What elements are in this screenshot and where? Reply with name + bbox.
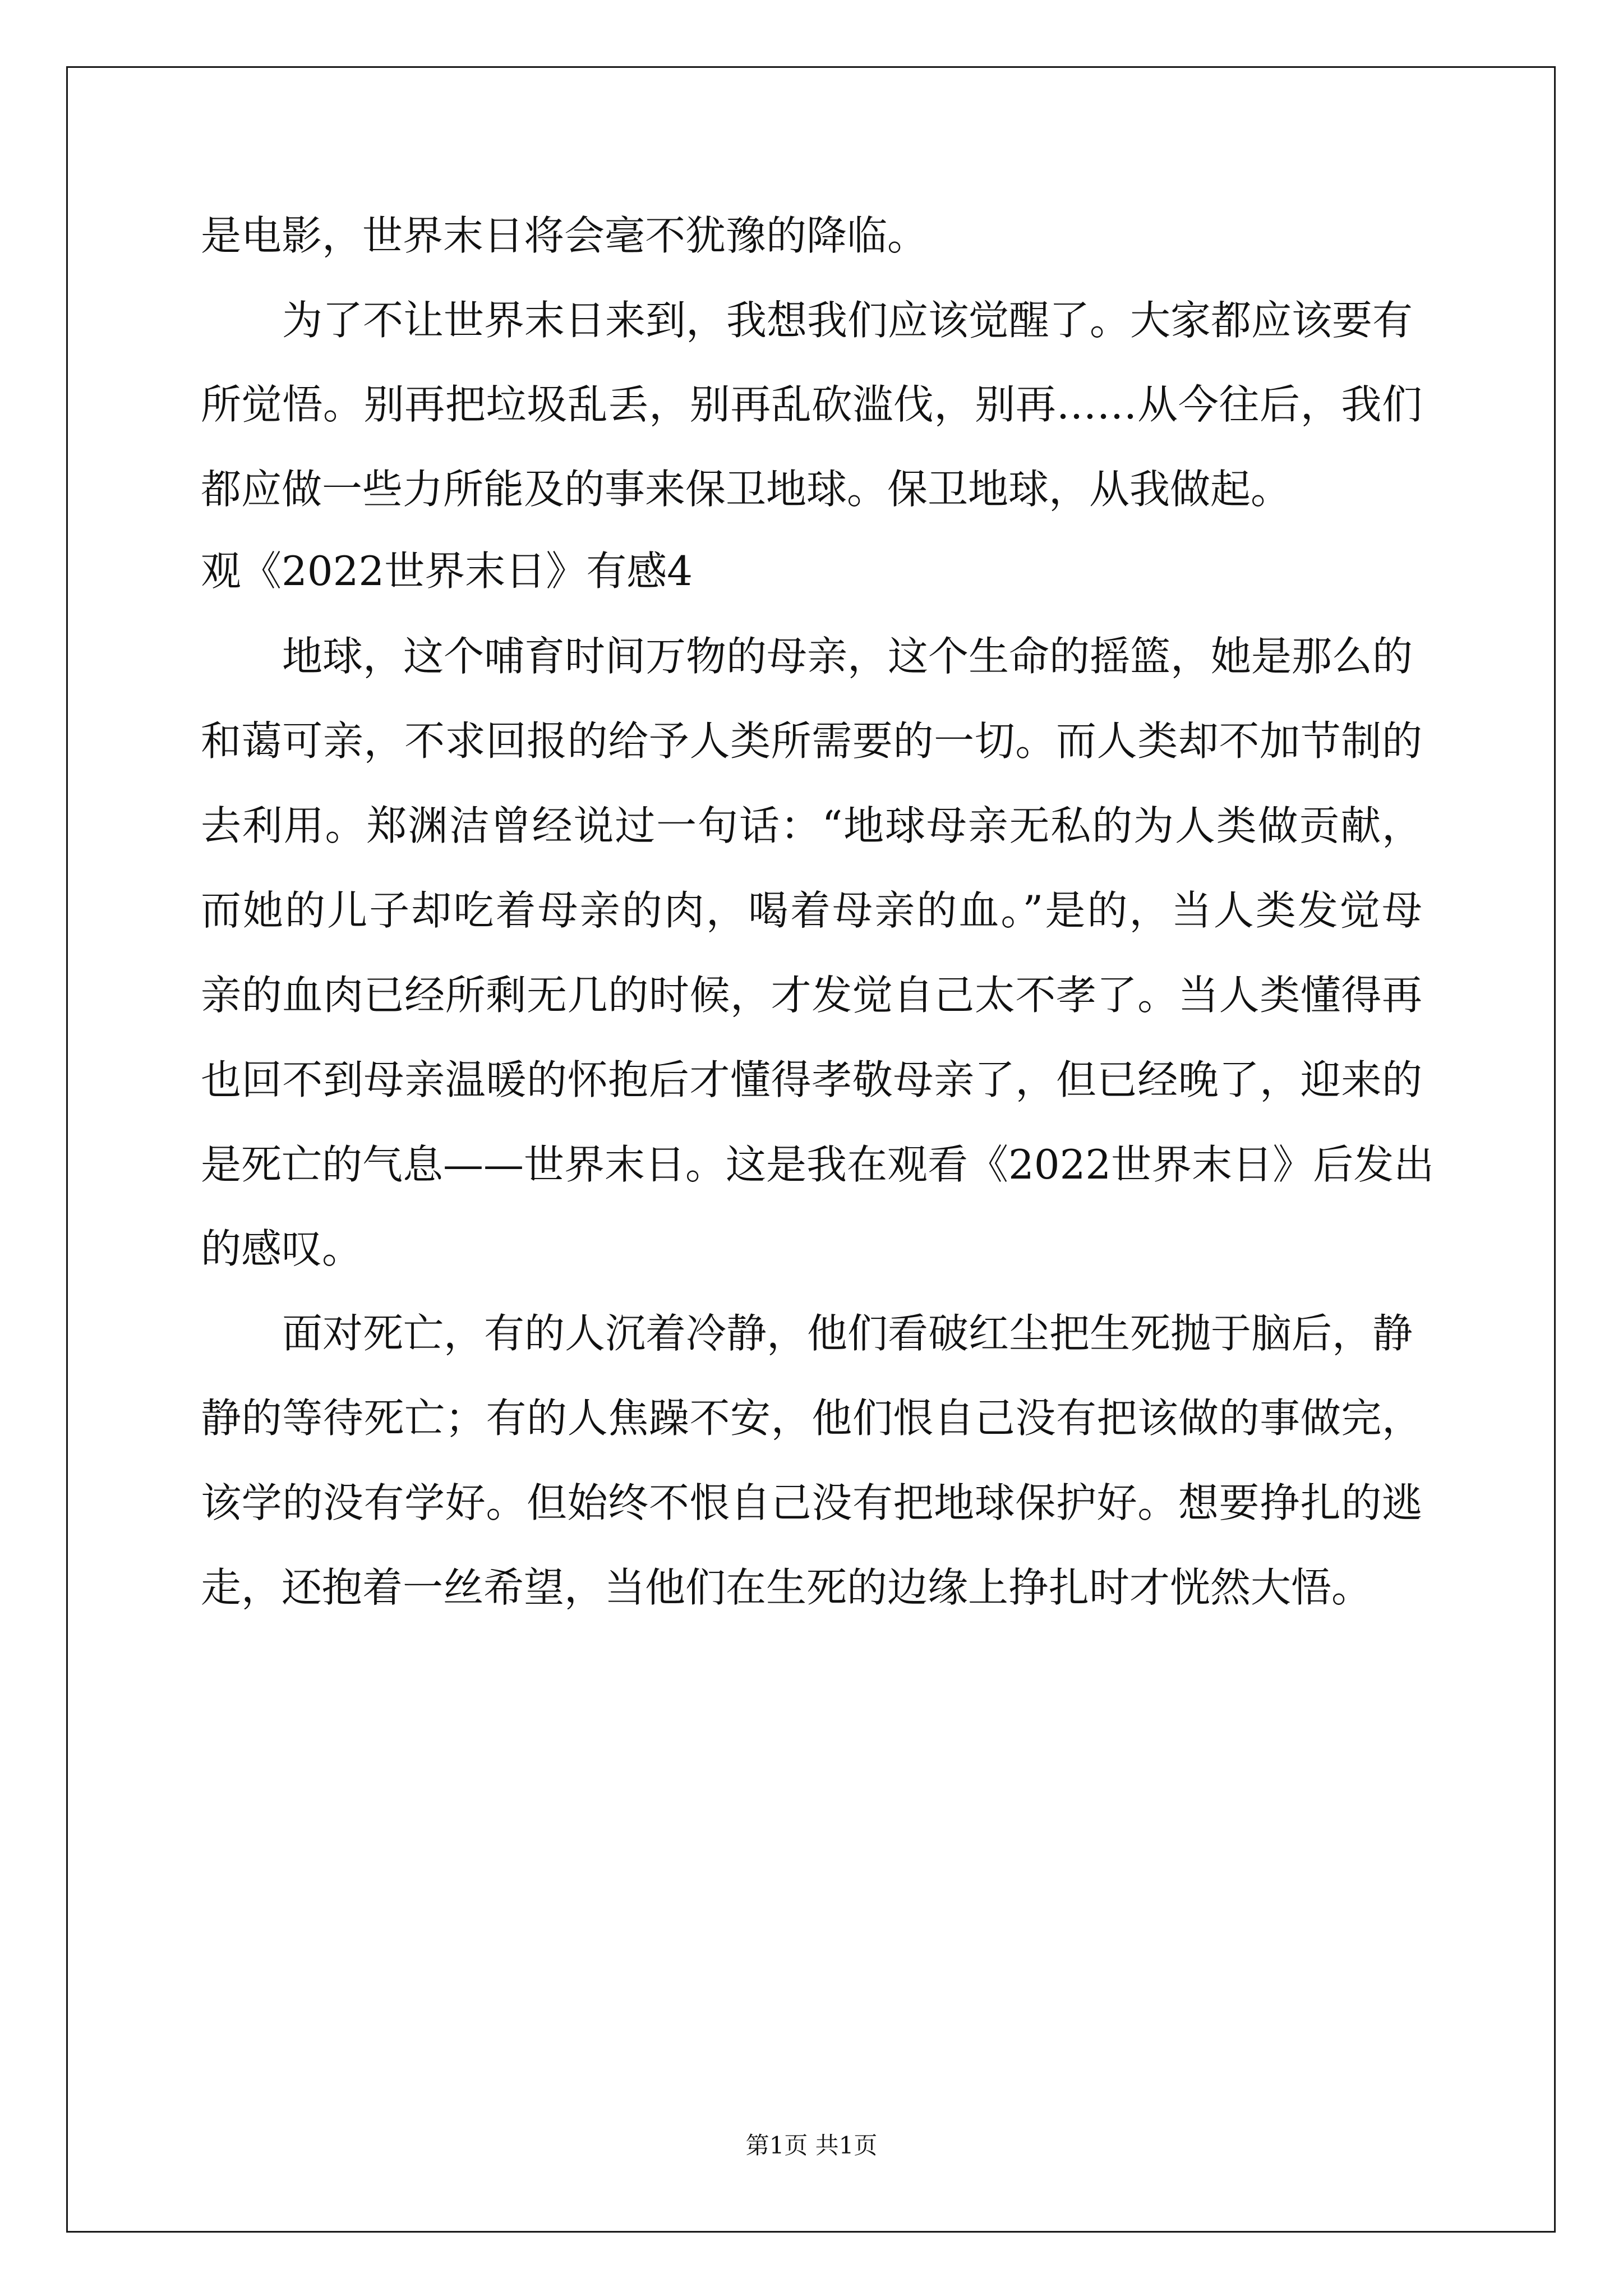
text-line-6: 地球，这个哺育时间万物的母亲，这个生命的摇篮，她是那么的 <box>282 633 1413 680</box>
text-line-13: 的感叹。 <box>201 1225 363 1272</box>
text-line-10: 亲的血肉已经所剩无几的时候，才发觉自己太不孝了。当人类懂得再 <box>201 972 1422 1019</box>
text-line-1: 是电影，世界末日将会毫不犹豫的降临。 <box>201 212 928 259</box>
text-line-15: 静的等待死亡；有的人焦躁不安，他们恨自己没有把该做的事做完， <box>201 1395 1422 1442</box>
page-footer: 第1页 共1页 <box>745 2132 878 2159</box>
text-line-14: 面对死亡，有的人沉着冷静，他们看破红尘把生死抛于脑后，静 <box>282 1310 1413 1357</box>
text-line-8: 去利用。郑渊洁曾经说过一句话：“地球母亲无私的为人类做贡献， <box>201 802 1422 849</box>
text-line-4: 都应做一些力所能及的事来保卫地球。保卫地球，从我做起。 <box>201 466 1292 513</box>
text-line-16: 该学的没有学好。但始终不恨自己没有把地球保护好。想要挣扎的逃 <box>201 1479 1422 1526</box>
section-heading: 观《2022世界末日》有感4 <box>201 547 693 595</box>
text-line-17: 走，还抱着一丝希望，当他们在生死的边缘上挣扎时才恍然大悟。 <box>201 1564 1372 1611</box>
text-line-7: 和蔼可亲，不求回报的给予人类所需要的一切。而人类却不加节制的 <box>201 717 1422 765</box>
text-line-2: 为了不让世界末日来到，我想我们应该觉醒了。大家都应该要有 <box>282 297 1413 344</box>
text-line-12: 是死亡的气息——世界末日。这是我在观看《2022世界末日》后发出 <box>201 1141 1435 1188</box>
text-line-11: 也回不到母亲温暖的怀抱后才懂得孝敬母亲了，但已经晚了，迎来的 <box>201 1056 1422 1103</box>
text-line-3: 所觉悟。别再把垃圾乱丢，别再乱砍滥伐，别再……从今往后，我们 <box>201 381 1422 428</box>
text-line-9: 而她的儿子却吃着母亲的肉，喝着母亲的血。”是的，当人类发觉母 <box>201 887 1422 934</box>
